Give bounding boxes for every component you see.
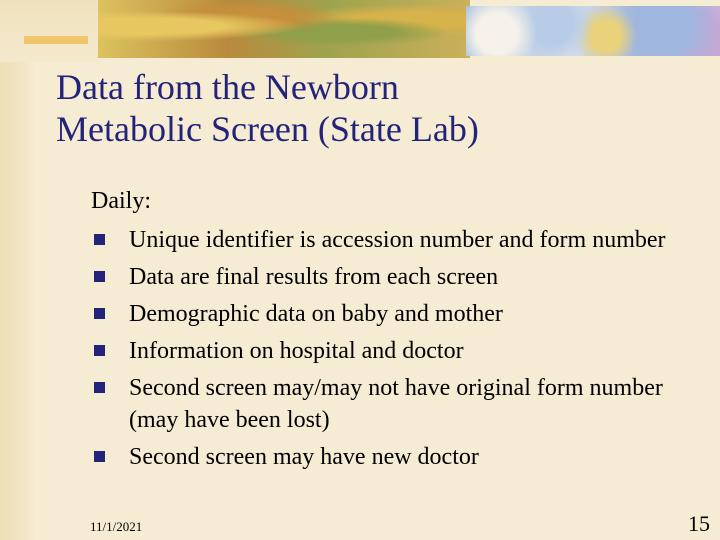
- accent-bar: [24, 36, 88, 44]
- bullet-list: [91, 224, 691, 478]
- bullet-text: Demographic data on baby and mother: [129, 301, 503, 327]
- square-bullet-icon: [94, 271, 105, 282]
- square-bullet-icon: [94, 234, 105, 245]
- bullet-text: Unique identifier is accession number and form number: [129, 227, 666, 253]
- header-art-plain: [0, 0, 100, 62]
- bullet-item: [91, 261, 691, 293]
- footer-date: 11/1/2021: [90, 519, 143, 534]
- slide-title: [56, 66, 696, 150]
- bullet-item: [91, 441, 691, 473]
- header-artwork: [0, 0, 720, 62]
- bullet-text: Information on hospital and doctor: [129, 338, 464, 364]
- lead-text: Daily:: [91, 188, 151, 214]
- title-line-1: Data from the Newborn: [56, 67, 399, 107]
- page-number: 15: [688, 511, 710, 536]
- bullet-item: [91, 372, 691, 436]
- bullet-text: Data are final results from each screen: [129, 264, 499, 290]
- bullet-text: Second screen may/may not have original form number (may have been lost): [129, 375, 663, 433]
- bullet-item: [91, 224, 691, 256]
- bullet-item: [91, 298, 691, 330]
- leaves-image: [98, 0, 470, 58]
- bullet-text: Second screen may have new doctor: [129, 444, 479, 470]
- bullet-item: [91, 335, 691, 367]
- square-bullet-icon: [94, 345, 105, 356]
- square-bullet-icon: [94, 308, 105, 319]
- flowers-image: [466, 6, 720, 56]
- title-line-2: Metabolic Screen (State Lab): [56, 109, 479, 149]
- square-bullet-icon: [94, 382, 105, 393]
- square-bullet-icon: [94, 451, 105, 462]
- left-decor-band: [0, 0, 36, 540]
